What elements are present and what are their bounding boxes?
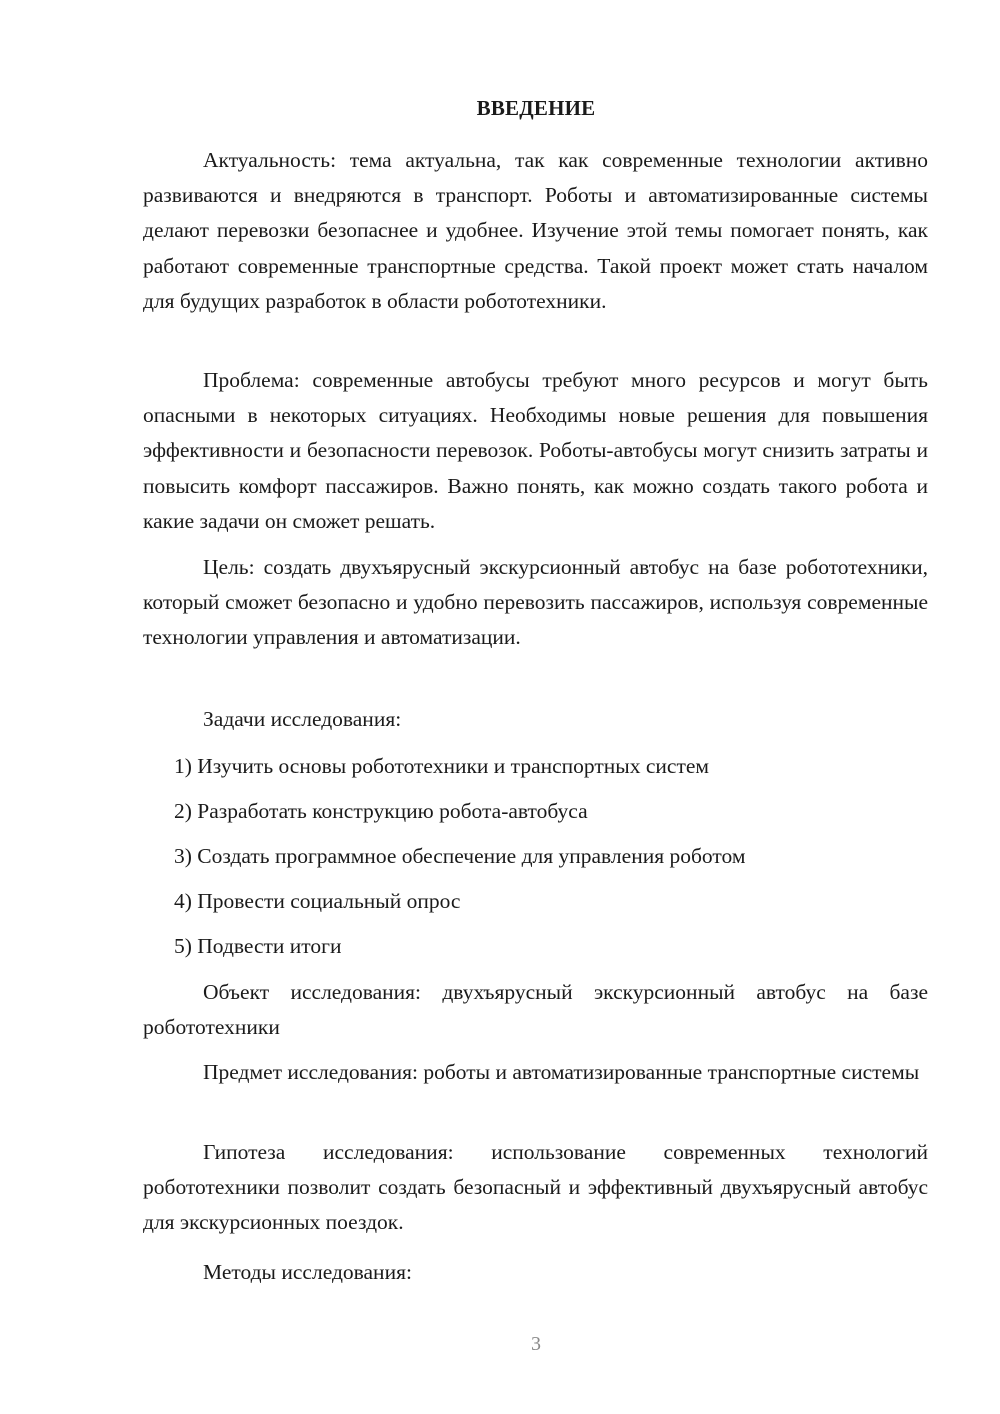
paragraph-hypothesis: Гипотеза исследования: использование современных технологий робототехники позволит создать безопасный и эффективный двухъярусный автобус для экскурсионных поездок.: [143, 1140, 928, 1235]
task-item: 2) Разработать конструкцию робота-автобуса: [174, 799, 588, 823]
paragraph-subject: Предмет исследования: роботы и автоматизированные транспортные системы: [203, 1060, 920, 1084]
task-item: 1) Изучить основы робототехники и транспортных систем: [174, 754, 709, 778]
tasks-heading: Задачи исследования:: [203, 707, 402, 731]
paragraph-goal: Цель: создать двухъярусный экскурсионный автобус на базе робототехники, который сможет безопасно и удобно перевозить пассажиров, используя современные технологии управления и автоматизации.: [143, 555, 928, 650]
task-item: 4) Провести социальный опрос: [174, 889, 461, 913]
paragraph-relevance: Актуальность: тема актуальна, так как современные технологии активно развиваются и внедряются в транспорт. Роботы и автоматизированные системы делают перевозки безопаснее и удобнее. Изучение этой темы помогает понять, как работают современные транспортные средства. Такой проект может стать началом для будущих разработок в области робототехники.: [143, 148, 928, 313]
methods-heading: Методы исследования:: [203, 1260, 412, 1284]
task-item: 3) Создать программное обеспечение для управления роботом: [174, 844, 746, 868]
paragraph-problem: Проблема: современные автобусы требуют много ресурсов и могут быть опасными в некоторых ситуациях. Необходимы новые решения для повышения эффективности и безопасности перевозок. Роботы-автобусы могут снизить затраты и повысить комфорт пассажиров. Важно понять, как можно создать такого робота и какие задачи он сможет решать.: [143, 368, 928, 533]
section-title: ВВЕДЕНИЕ: [476, 96, 596, 120]
paragraph-object: Объект исследования: двухъярусный экскурсионный автобус на базе робототехники: [143, 980, 928, 1040]
task-item: 5) Подвести итоги: [174, 934, 342, 958]
page-number: 3: [531, 1333, 541, 1355]
